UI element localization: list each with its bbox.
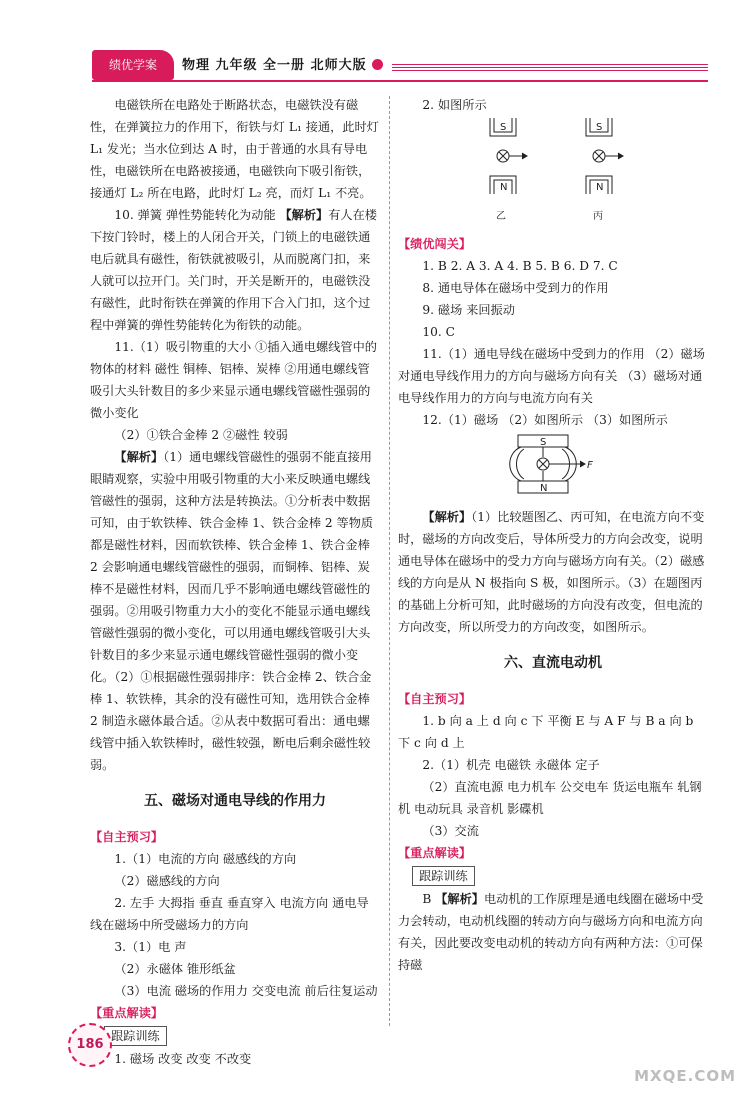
motor-1: 1. b 向 a 上 d 向 c 下 平衡 E 与 A F 与 B a 向 b 下 c 向 d 上 — [398, 714, 694, 750]
caption-bing: 丙 — [593, 211, 603, 222]
right-column — [398, 94, 708, 976]
svg-text:S: S — [500, 122, 507, 133]
magnet-figure-2 — [398, 431, 708, 499]
motor-2-3: （3）交流 — [422, 824, 479, 838]
answer-paragraph: 电磁铁所在电路处于断路状态，电磁铁没有磁性，在弹簧拉力的作用下，衔铁与灯 L₁ 接通，此时灯 L₁ 发光；当水位到达 A 时，由于普通的水具有导电性，电磁铁所在电路被接通，电磁铁向下吸引衔铁，接通灯 L₂ 所在电路，此时灯 L₂ 亮，而灯 L₁ 不亮。 — [90, 98, 379, 200]
section-title-5: 五、磁场对通电导线的作用力 — [144, 793, 326, 809]
header-dot — [372, 59, 383, 70]
header-lines — [392, 64, 708, 72]
page-number: 186 — [68, 1023, 112, 1067]
caption-yi: 乙 — [496, 211, 506, 222]
answer-11: 11.（1）吸引物重的大小 ①插入通电螺线管中的物体的材料 磁性 铜棒、铝棒、炭棒 ②用通电螺线管吸引大头针数目的多少来显示通电螺线管磁性强弱的微小变化 — [90, 340, 377, 420]
answer-11-2: （2）①铁合金棒 2 ②磁性 较弱 — [114, 428, 288, 442]
analysis-12: 【解析】（1）比较题图乙、丙可知，在电流方向不变时，磁场的方向改变后，导体所受力的方向会改变，说明通电导体在磁场中的受力方向与磁场方向有关。（2）磁感线的方向是从 N 极指向 S 极，如图所示。（3）在题图丙的基础上分析可知，此时磁场的方向没有改变，但电流的方向改变，所以所受力的方向改变，如图所示。 — [398, 510, 705, 634]
book-info: 物理 九年级 全一册 北师大版 — [182, 58, 367, 73]
svg-text:S: S — [540, 437, 547, 448]
svg-text:S: S — [596, 122, 603, 133]
tag-key-points: 【重点解读】 — [90, 1006, 164, 1020]
preview-2: 2. 左手 大拇指 垂直 垂直穿入 电流方向 通电导线在磁场中所受磁场力的方向 — [90, 896, 369, 932]
tracking-box-2: 跟踪训练 — [412, 866, 475, 886]
svg-text:N: N — [596, 182, 604, 193]
tag-preview-2: 【自主预习】 — [398, 692, 472, 706]
challenge-1-7: 1. B 2. A 3. A 4. B 5. B 6. D 7. C — [422, 259, 618, 273]
tag-key-points-2: 【重点解读】 — [398, 846, 472, 860]
preview-3-2: （2）永磁体 锥形纸盆 — [114, 962, 236, 976]
magnet-figure-1 — [398, 116, 708, 226]
analysis-11: 【解析】（1）通电螺线管磁性的强弱不能直接用眼睛观察，实验中用吸引物重的大小来反映通电螺线管磁性的强弱，这种方法是转换法。①分析表中数据可知，由于软铁棒、铁合金棒 1、铁合金棒 2 等物质都是磁性材料，因而软铁棒、铁合金棒 1、铁合金棒 2 会影响通电螺线管磁性的强弱，而铜棒、铝棒、炭棒不是磁性材料，因而几乎不影响通电螺线管磁性的强弱。②用吸引物重力大小的变化不能显示通电螺线管磁性强弱的微小变化，可以用通电螺线管吸引大头针数目的多少来显示通电螺线管磁性强弱的微小变化。（2）①根据磁性强弱排序：铁合金棒 2、铁合金棒 1、软铁棒，其余的没有磁性可知，选用铁合金棒 2 制造永磁体最合适。②从表中数据可看出：通电螺线管中插入软铁棒时，磁性较强，断电后剩余磁性较弱。 — [90, 450, 374, 772]
motor-2-2: （2）直流电源 电力机车 公交电车 货运电瓶车 轧钢机 电动玩具 录音机 影碟机 — [398, 780, 702, 816]
left-column — [90, 94, 380, 1070]
challenge-12: 12.（1）磁场 （2）如图所示 （3）如图所示 — [422, 413, 668, 427]
motor-2: 2.（1）机壳 电磁铁 永磁体 定子 — [422, 758, 600, 772]
challenge-10: 10. C — [422, 325, 455, 339]
section-title-6: 六、直流电动机 — [504, 655, 602, 671]
tracking-2: 2. 如图所示 — [422, 98, 487, 112]
svg-text:N: N — [540, 483, 548, 494]
svg-text:N: N — [500, 182, 508, 193]
challenge-8: 8. 通电导体在磁场中受到力的作用 — [422, 281, 609, 295]
preview-3-3: （3）电流 磁场的作用力 交变电流 前后往复运动 — [114, 984, 378, 998]
tracking-box: 跟踪训练 — [104, 1026, 167, 1046]
column-divider — [389, 96, 390, 1026]
figure-yi — [490, 118, 527, 222]
motor-analysis: B 【解析】电动机的工作原理是通电线圈在磁场中受力会转动，电动机线圈的转动方向与磁场方向和电流方向有关，因此要改变电动机的转动方向有两种方法：①可保持磁 — [398, 892, 704, 972]
tracking-1: 1. 磁场 改变 改变 不改变 — [114, 1052, 252, 1066]
series-badge: 绩优学案 — [92, 50, 174, 80]
svg-text:F: F — [587, 460, 593, 471]
challenge-9: 9. 磁场 来回振动 — [422, 303, 515, 317]
header-underline — [92, 80, 708, 82]
preview-1: 1.（1）电流的方向 磁感线的方向 — [114, 852, 297, 866]
watermark: MXQE.COM — [634, 1067, 736, 1085]
preview-3: 3.（1）电 声 — [114, 940, 187, 954]
answer-10: 10. 弹簧 弹性势能转化为动能 【解析】有人在楼下按门铃时，楼上的人闭合开关，门锁上的电磁铁通电后就具有磁性，衔铁就被吸引，从而脱离门扣，来人就可以拉开门。关门时，开关是断开的，电磁铁没有磁性，此时衔铁在弹簧的作用下合入门扣，这个过程中弹簧的弹性势能转化为衔铁的动能。 — [90, 208, 377, 332]
challenge-11: 11.（1）通电导线在磁场中受到力的作用 （2）磁场对通电导线作用力的方向与磁场方向有关 （3）磁场对通电导线作用力的方向与电流方向有关 — [398, 347, 705, 405]
tag-preview: 【自主预习】 — [90, 830, 164, 844]
tag-challenge: 【绩优闯关】 — [398, 237, 472, 251]
figure-bing — [586, 118, 623, 222]
preview-1-2: （2）磁感线的方向 — [114, 874, 220, 888]
